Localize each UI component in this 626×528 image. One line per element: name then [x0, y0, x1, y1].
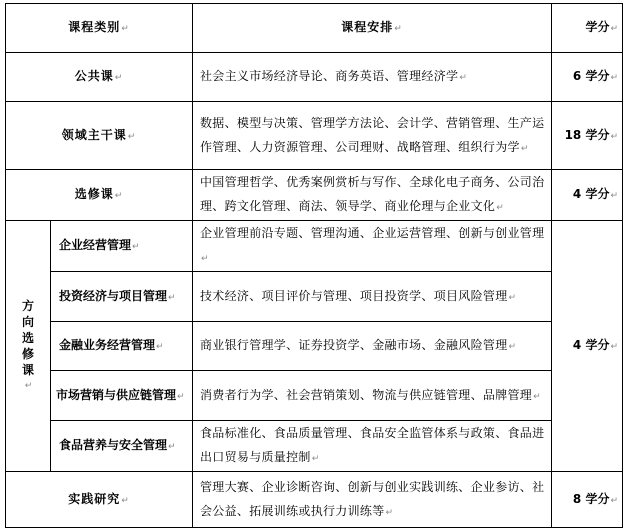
- arrangement-cell: 食品标准化、食品质量管理、食品安全监管体系与政策、食品进出口贸易与质量控制↵: [193, 421, 552, 472]
- credits-cell: 4 学分↵: [552, 221, 623, 472]
- table-row: [6, 102, 623, 170]
- header-category: 课程类别↵: [6, 4, 193, 53]
- paragraph-mark-icon: ↵: [610, 342, 618, 352]
- track-name-cell: 食品营养与安全管理↵: [51, 421, 193, 472]
- paragraph-mark-icon: ↵: [394, 24, 403, 34]
- arrangement-cell: 数据、模型与决策、管理学方法论、会计学、营销管理、生产运作管理、人力资源管理、公司理财、战略管理、组织行为学↵: [193, 102, 552, 170]
- header-credits: 学分↵: [552, 4, 623, 53]
- paragraph-mark-icon: ↵: [121, 24, 130, 34]
- paragraph-mark-icon: ↵: [610, 73, 618, 83]
- table-row: [6, 53, 623, 102]
- paragraph-mark-icon: ↵: [127, 131, 137, 142]
- paragraph-mark-icon: ↵: [610, 495, 618, 506]
- paragraph-mark-icon: ↵: [610, 191, 618, 201]
- paragraph-mark-icon: ↵: [610, 131, 618, 142]
- paragraph-mark-icon: ↵: [168, 442, 176, 452]
- paragraph-mark-icon: ↵: [132, 242, 140, 252]
- category-cell: 领域主干课↵: [6, 102, 193, 170]
- paragraph-mark-icon: ↵: [508, 292, 517, 303]
- category-cell: 公共课↵: [6, 53, 193, 102]
- track-name-cell: 金融业务经营管理↵: [51, 322, 193, 371]
- track-name-cell: 投资经济与项目管理↵: [51, 272, 193, 322]
- credits-cell: 4 学分↵: [552, 170, 623, 221]
- table-row: [6, 421, 623, 472]
- header-arrangement: 课程安排↵: [193, 4, 552, 53]
- direction-electives-label: 方 向 选 修 课 ↵: [6, 221, 51, 472]
- credits-cell: 8 学分↵: [552, 472, 623, 528]
- paragraph-mark-icon: ↵: [459, 73, 468, 83]
- paragraph-mark-icon: ↵: [496, 203, 505, 213]
- arrangement-cell: 管理大赛、企业诊断咨询、创新与创业实践训练、企业参访、社会公益、拓展训练或执行力训练等↵: [193, 472, 552, 528]
- arrangement-cell: 社会主义市场经济导论、商务英语、管理经济学↵: [193, 53, 552, 102]
- header-row: [6, 4, 623, 53]
- table-row: [6, 472, 623, 528]
- curriculum-table: [5, 3, 623, 528]
- table-row: [6, 170, 623, 221]
- table-row: [6, 322, 623, 371]
- table-row: [6, 371, 623, 421]
- paragraph-mark-icon: ↵: [533, 391, 541, 402]
- track-name-cell: 市场营销与供应链管理↵: [51, 371, 193, 421]
- paragraph-mark-icon: ↵: [24, 381, 33, 391]
- paragraph-mark-icon: ↵: [168, 292, 176, 303]
- paragraph-mark-icon: ↵: [508, 342, 517, 352]
- paragraph-mark-icon: ↵: [385, 507, 394, 518]
- paragraph-mark-icon: ↵: [156, 342, 164, 352]
- category-cell: 实践研究↵: [6, 472, 193, 528]
- credits-cell: 18 学分↵: [552, 102, 623, 170]
- credits-cell: 6 学分↵: [552, 53, 623, 102]
- paragraph-mark-icon: ↵: [311, 454, 320, 464]
- paragraph-mark-icon: ↵: [121, 495, 130, 506]
- paragraph-mark-icon: ↵: [201, 254, 209, 264]
- arrangement-cell: 企业管理前沿专题、管理沟通、企业运营管理、创新与创业管理↵: [193, 221, 552, 272]
- paragraph-mark-icon: ↵: [114, 191, 124, 201]
- table-row: [6, 221, 623, 272]
- arrangement-cell: 中国管理哲学、优秀案例赏析与写作、全球化电子商务、公司治理、跨文化管理、商法、领导学、商业伦理与企业文化↵: [193, 170, 552, 221]
- paragraph-mark-icon: ↵: [610, 24, 618, 34]
- arrangement-cell: 商业银行管理学、证券投资学、金融市场、金融风险管理↵: [193, 322, 552, 371]
- paragraph-mark-icon: ↵: [520, 143, 529, 154]
- paragraph-mark-icon: ↵: [114, 73, 124, 83]
- category-cell: 选修课↵: [6, 170, 193, 221]
- arrangement-cell: 消费者行为学、社会营销策划、物流与供应链管理、品牌管理↵: [193, 371, 552, 421]
- arrangement-cell: 技术经济、项目评价与管理、项目投资学、项目风险管理↵: [193, 272, 552, 322]
- track-name-cell: 企业经营管理↵: [51, 221, 193, 272]
- table-row: [6, 272, 623, 322]
- paragraph-mark-icon: ↵: [177, 391, 185, 402]
